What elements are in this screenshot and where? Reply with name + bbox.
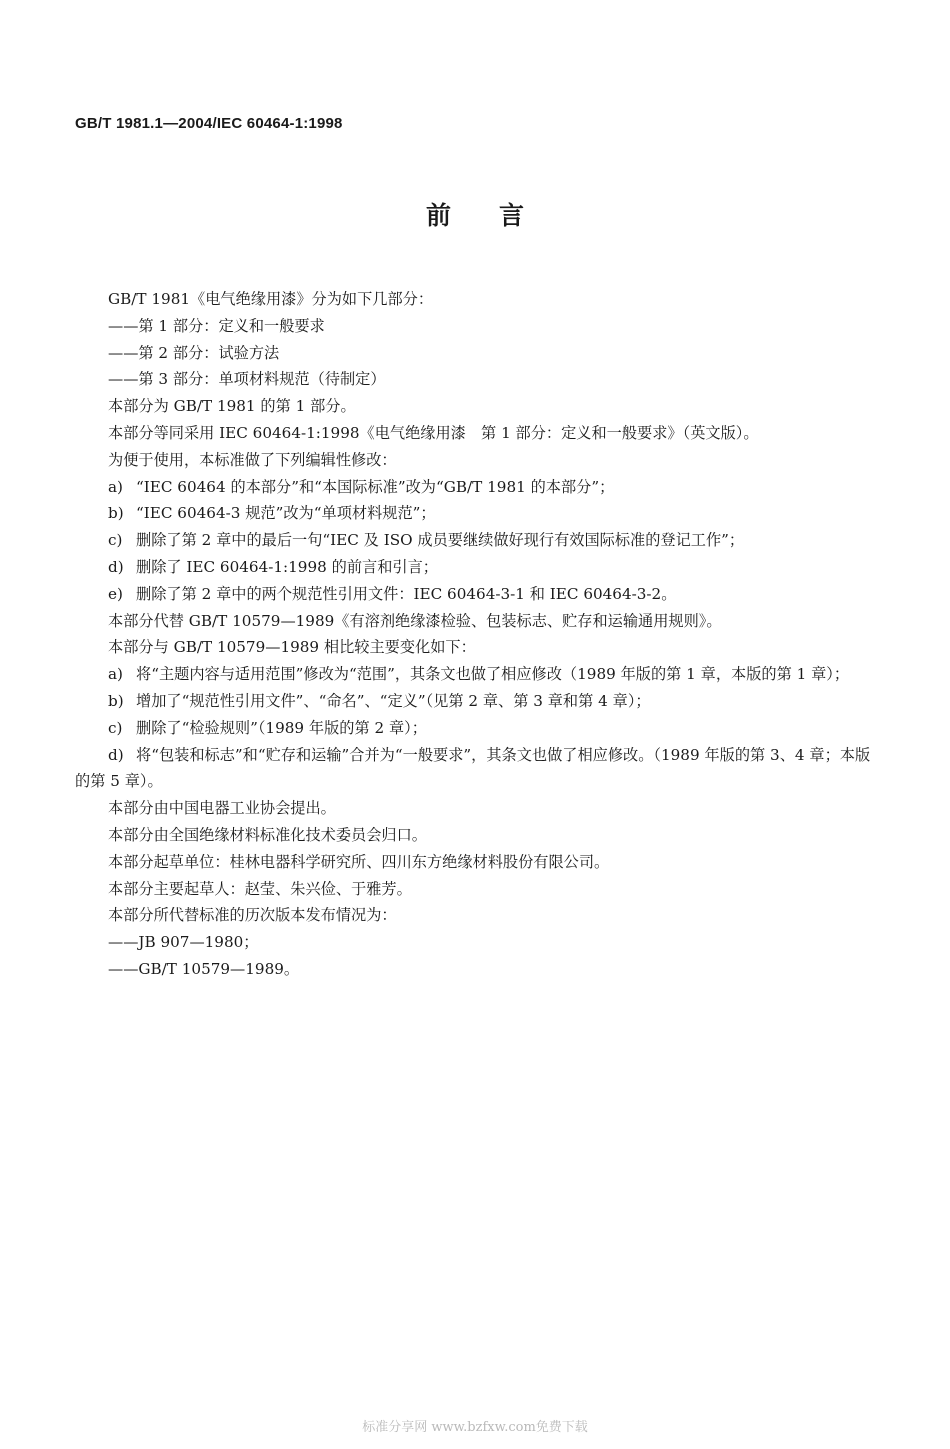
item-label: b) <box>108 504 124 523</box>
item-label: d) <box>108 557 124 576</box>
list-item <box>75 688 881 715</box>
item-text: “IEC 60464 的本部分”和“本国际标准”改为“GB/T 1981 的本部分”； <box>136 477 615 496</box>
paragraph: 为便于使用，本标准做了下列编辑性修改： <box>108 450 397 469</box>
page-title: 前言 <box>425 201 572 230</box>
list-item <box>75 581 881 608</box>
list-item <box>75 474 881 501</box>
item-label: b) <box>108 691 124 710</box>
list-item: ——GB/T 10579—1989。 <box>108 959 300 978</box>
item-text: 删除了 IEC 60464-1:1998 的前言和引言； <box>136 557 438 576</box>
paragraph: 本部分起草单位：桂林电器科学研究所、四川东方绝缘材料股份有限公司。 <box>108 852 610 871</box>
paragraph: 本部分等同采用 IEC 60464-1:1998《电气绝缘用漆 第 1 部分：定义和一般要求》（英文版）。 <box>108 423 759 442</box>
list-item: ——第 1 部分：定义和一般要求 <box>108 316 325 335</box>
list-item <box>75 661 881 688</box>
item-label: e) <box>108 584 123 603</box>
item-text: 删除了“检验规则”（1989 年版的第 2 章）； <box>136 718 427 737</box>
preface-body <box>75 286 881 983</box>
paragraph: 本部分代替 GB/T 10579—1989《有溶剂绝缘漆检验、包装标志、贮存和运输通用规则》。 <box>108 611 722 630</box>
paragraph: 本部分主要起草人：赵莹、朱兴俭、于雅芳。 <box>108 879 412 898</box>
item-label: d) <box>108 745 124 764</box>
paragraph: GB/T 1981《电气绝缘用漆》分为如下几部分： <box>108 290 434 308</box>
list-item <box>75 715 881 742</box>
item-label: a) <box>108 665 123 684</box>
list-item <box>75 500 881 527</box>
list-item: ——JB 907—1980； <box>108 933 259 952</box>
paragraph: 本部分为 GB/T 1981 的第 1 部分。 <box>108 397 356 416</box>
item-text: 将“主题内容与适用范围”修改为“范围”，其条文也做了相应修改（1989 年版的第 1 章，本版的第 1 章）； <box>136 665 850 684</box>
list-item: ——第 3 部分：单项材料规范（待制定） <box>108 370 386 389</box>
footer-watermark: 标准分享网 www.bzfxw.com免费下载 <box>362 1420 588 1435</box>
list-item <box>75 527 881 554</box>
standard-code-header: GB/T 1981.1—2004/IEC 60464-1:1998 <box>75 115 343 132</box>
paragraph: 本部分所代替标准的历次版本发布情况为： <box>108 906 397 925</box>
paragraph: 本部分由中国电器工业协会提出。 <box>108 799 336 818</box>
paragraph: 本部分由全国绝缘材料标准化技术委员会归口。 <box>108 825 427 844</box>
item-label: a) <box>108 477 123 496</box>
list-item: ——第 2 部分：试验方法 <box>108 343 280 362</box>
item-text: 删除了第 2 章中的两个规范性引用文件：IEC 60464-3-1 和 IEC 60464-3-2。 <box>136 584 677 603</box>
item-text: 将“包装和标志”和“贮存和运输”合并为“一般要求”，其条文也做了相应修改。（1989 年版的第 3、4 章；本版的第 5 章）。 <box>75 745 871 791</box>
item-label: c) <box>108 531 123 550</box>
paragraph: 本部分与 GB/T 10579—1989 相比较主要变化如下： <box>108 638 476 657</box>
item-label: c) <box>108 718 123 737</box>
item-text: “IEC 60464-3 规范”改为“单项材料规范”； <box>136 504 436 523</box>
item-text: 增加了“规范性引用文件”、“命名”、“定义”（见第 2 章、第 3 章和第 4 章）； <box>136 691 651 710</box>
item-text: 删除了第 2 章中的最后一句“IEC 及 ISO 成员要继续做好现行有效国际标准的登记工作”； <box>136 531 745 550</box>
list-item <box>75 554 881 581</box>
list-item <box>75 742 881 796</box>
